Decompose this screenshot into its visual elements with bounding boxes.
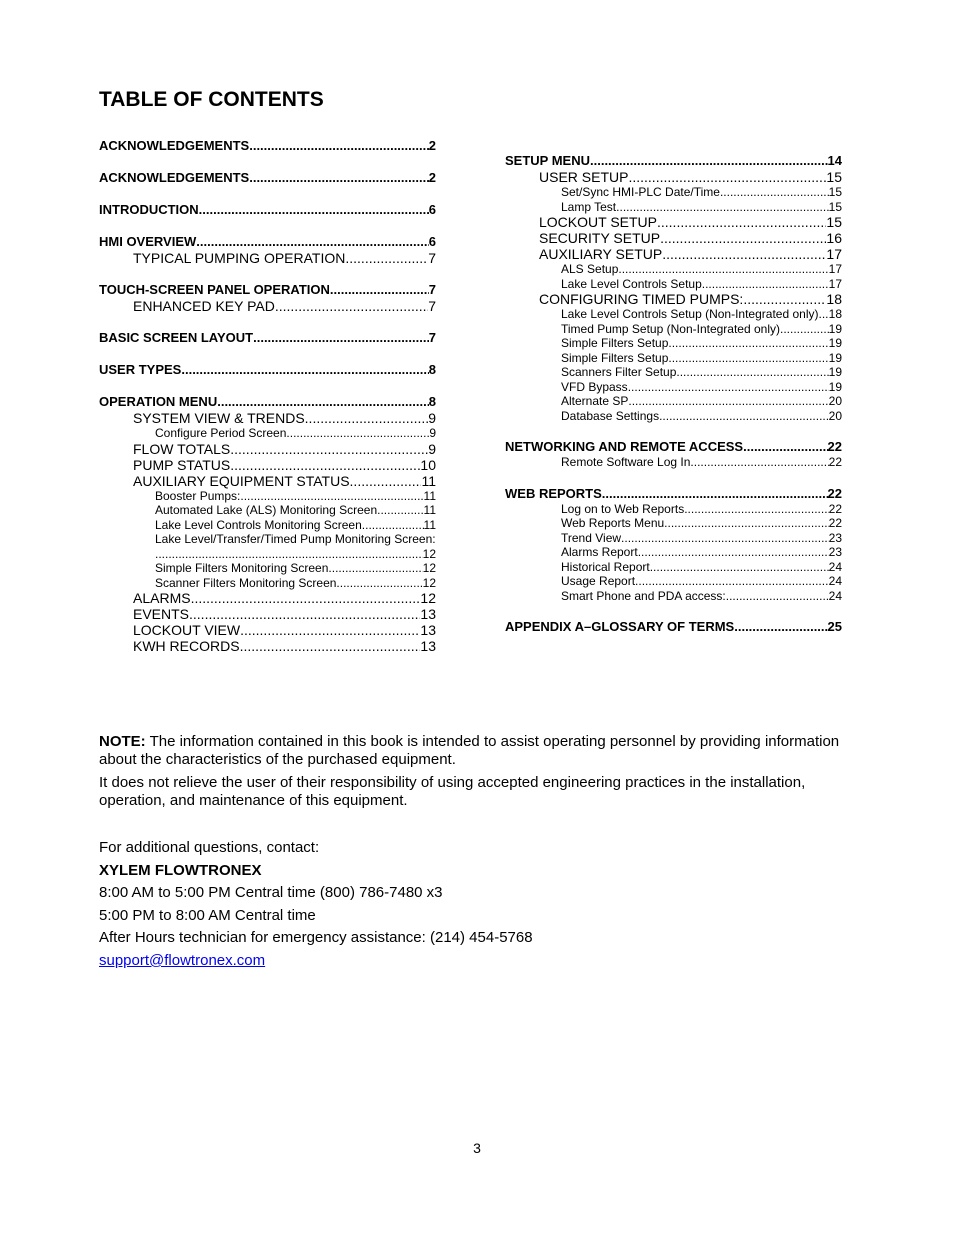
toc-leader xyxy=(662,246,826,262)
toc-page-number: 7 xyxy=(428,282,436,297)
toc-entry[interactable] xyxy=(505,365,842,380)
toc-leader xyxy=(628,394,828,409)
toc-spacer xyxy=(99,346,436,362)
toc-page-number: 23 xyxy=(828,530,842,545)
toc-entry-title: Lake Level Controls Monitoring Screen xyxy=(155,517,362,532)
toc-leader xyxy=(181,362,428,378)
toc-page-number: 10 xyxy=(420,456,436,473)
toc-leader xyxy=(628,380,829,395)
toc-page-number: 18 xyxy=(828,307,842,321)
toc-page-number: 12 xyxy=(422,575,436,590)
toc-page-number: 7 xyxy=(428,330,436,345)
toc-leader xyxy=(305,410,429,426)
toc-entry[interactable] xyxy=(505,351,842,366)
toc-entry[interactable] xyxy=(505,291,842,307)
toc-entry[interactable] xyxy=(505,619,842,635)
toc-spacer xyxy=(99,186,436,202)
page-title: TABLE OF CONTENTS xyxy=(99,88,324,111)
toc-entry[interactable] xyxy=(99,170,436,186)
toc-leader xyxy=(240,638,421,654)
toc-leader xyxy=(734,619,827,635)
toc-leader xyxy=(726,589,829,604)
contact-section xyxy=(99,837,844,973)
toc-page-number: 13 xyxy=(420,622,436,638)
toc-entry[interactable] xyxy=(99,234,436,250)
toc-entry[interactable] xyxy=(505,214,842,230)
toc-entry-title: PUMP STATUS xyxy=(133,456,231,473)
toc-leader xyxy=(650,560,829,575)
toc-leader xyxy=(618,262,828,277)
toc-leader xyxy=(628,169,826,185)
toc-page-number: 19 xyxy=(828,350,842,365)
support-email-link[interactable]: support@flowtronex.com xyxy=(99,951,266,969)
toc-leader xyxy=(668,336,828,351)
toc-entry-title: Usage Report xyxy=(561,574,636,588)
toc-entry-title: USER SETUP xyxy=(539,169,629,185)
toc-spacer xyxy=(505,603,842,619)
toc-entry[interactable] xyxy=(99,362,436,378)
toc-page-number: 19 xyxy=(828,365,842,379)
toc-entry[interactable] xyxy=(99,298,436,314)
toc-entry-title: Trend View xyxy=(561,530,622,545)
toc-entry-title: Alternate SP xyxy=(561,394,629,408)
toc-leader xyxy=(660,230,826,246)
toc-entry-title: APPENDIX A–GLOSSARY OF TERMS xyxy=(505,619,735,634)
toc-spacer xyxy=(505,423,842,439)
toc-entry-title: ALS Setup xyxy=(561,262,619,276)
toc-entry[interactable] xyxy=(505,486,842,502)
toc-entry-title: LOCKOUT VIEW xyxy=(133,622,241,638)
toc-entry[interactable] xyxy=(505,169,842,185)
toc-entry-title: Simple Filters Setup xyxy=(561,336,669,350)
toc-entry[interactable] xyxy=(505,455,842,470)
toc-page-number: 14 xyxy=(827,153,842,168)
toc-entry[interactable] xyxy=(505,200,842,215)
toc-entry-title: LOCKOUT SETUP xyxy=(539,214,657,230)
toc-entry-title: Lake Level/Transfer/Timed Pump Monitoring Screen: xyxy=(155,532,436,546)
toc-entry[interactable] xyxy=(99,457,436,473)
toc-entry-title: USER TYPES xyxy=(99,362,182,377)
contact-company: XYLEM FLOWTRONEX xyxy=(99,861,262,879)
toc-leader xyxy=(328,561,422,576)
toc-spacer xyxy=(99,266,436,282)
toc-entry-title: BASIC SCREEN LAYOUT xyxy=(99,330,254,345)
toc-page-number: 13 xyxy=(420,638,436,654)
note-text-1: The information contained in this book is intended to assist operating personnel by providing information about the characteristics of the purchased equipment. xyxy=(99,733,840,768)
toc-entry[interactable] xyxy=(505,545,842,560)
contact-intro: For additional questions, contact: xyxy=(99,839,320,856)
toc-leader xyxy=(743,291,826,307)
toc-entry[interactable] xyxy=(505,185,842,200)
toc-page-number: 12 xyxy=(422,561,436,575)
toc-page-number: 20 xyxy=(828,408,842,423)
toc-leader xyxy=(230,441,428,457)
toc-entry[interactable] xyxy=(505,246,842,262)
toc-entry[interactable] xyxy=(505,516,842,531)
toc-leader xyxy=(189,606,420,622)
toc-page-number: 15 xyxy=(828,199,842,214)
toc-page-number: 17 xyxy=(828,262,842,276)
toc-entry[interactable] xyxy=(99,426,436,441)
toc-entry[interactable] xyxy=(505,277,842,292)
toc-page-number: 7 xyxy=(428,250,436,266)
toc-leader xyxy=(664,516,828,531)
toc-page-number: 12 xyxy=(420,590,436,606)
toc-page-number: 24 xyxy=(828,559,842,574)
toc-page-number: 20 xyxy=(828,394,842,408)
toc-entry-title: Automated Lake (ALS) Monitoring Screen xyxy=(155,503,378,517)
toc-entry[interactable] xyxy=(505,322,842,337)
note-paragraph-2: It does not relieve the user of their responsibility of using accepted engineering practices in the installation, operation, and maintenance of this equipment. xyxy=(99,774,806,809)
toc-page-number: 11 xyxy=(421,472,436,489)
toc-leader xyxy=(275,298,428,314)
toc-entry-title: Booster Pumps: xyxy=(155,488,241,503)
toc-leader xyxy=(621,531,829,546)
toc-entry[interactable] xyxy=(505,336,842,351)
toc-page-number: 22 xyxy=(827,439,842,454)
toc-entry-title: Log on to Web Reports xyxy=(561,501,685,516)
toc-entry[interactable] xyxy=(99,473,436,489)
toc-entry[interactable] xyxy=(505,380,842,395)
toc-page-number: 19 xyxy=(828,336,842,350)
toc-entry-title: ENHANCED KEY PAD xyxy=(133,298,275,314)
toc-left-column xyxy=(99,138,436,654)
toc-entry[interactable] xyxy=(505,409,842,424)
toc-entry-title: WEB REPORTS xyxy=(505,485,602,501)
toc-page-number: 8 xyxy=(428,394,436,409)
toc-entry-title: INTRODUCTION xyxy=(99,202,199,217)
toc-page-number: 22 xyxy=(828,501,842,516)
toc-entry-title: SECURITY SETUP xyxy=(539,230,661,246)
toc-leader xyxy=(196,234,428,250)
toc-leader xyxy=(336,576,422,591)
toc-page-number: 16 xyxy=(826,230,842,246)
contact-hours-night: 5:00 PM to 8:00 AM Central time xyxy=(99,906,316,924)
toc-page-number: 15 xyxy=(828,185,842,199)
toc-entry-title: OPERATION MENU xyxy=(99,394,218,409)
toc-page-number: 8 xyxy=(428,362,436,377)
toc-right-column xyxy=(505,153,842,635)
toc-page-number: 11 xyxy=(423,488,436,503)
page-number: 3 xyxy=(473,1140,481,1156)
toc-entry-title: HMI OVERVIEW xyxy=(99,234,197,249)
toc-entry-title: Timed Pump Setup (Non-Integrated only) xyxy=(561,321,780,336)
toc-spacer xyxy=(99,218,436,234)
toc-entry[interactable] xyxy=(99,606,436,622)
toc-spacer xyxy=(505,470,842,486)
toc-spacer xyxy=(99,314,436,330)
toc-entry-title: Database Settings xyxy=(561,408,660,423)
toc-entry[interactable] xyxy=(505,502,842,517)
toc-page-number: 7 xyxy=(428,298,436,314)
toc-entry-title: Smart Phone and PDA access: xyxy=(561,588,726,603)
toc-entry-title: TOUCH-SCREEN PANEL OPERATION xyxy=(99,282,330,297)
toc-entry[interactable] xyxy=(505,439,842,455)
toc-entry-title: KWH RECORDS xyxy=(133,638,240,654)
toc-page-number: 19 xyxy=(828,379,842,394)
toc-entry[interactable] xyxy=(99,638,436,654)
toc-leader xyxy=(602,486,828,502)
toc-leader xyxy=(345,250,428,266)
toc-page-number: 12 xyxy=(422,546,436,561)
toc-entry[interactable] xyxy=(99,202,436,218)
toc-entry-title: FLOW TOTALS xyxy=(133,440,231,457)
toc-page-number: 13 xyxy=(420,606,436,622)
toc-entry[interactable] xyxy=(99,622,436,638)
toc-entry-title: Alarms Report xyxy=(561,545,638,559)
toc-entry[interactable] xyxy=(505,589,842,604)
note-section xyxy=(99,733,844,815)
toc-entry-title: ACKNOWLEDGEMENTS xyxy=(99,170,250,185)
toc-entry[interactable] xyxy=(505,574,842,589)
toc-leader xyxy=(350,473,422,489)
toc-entry-title: Lake Level Controls Setup (Non-Integrated only) xyxy=(561,307,819,321)
toc-page-number: 6 xyxy=(428,234,436,249)
toc-entry[interactable] xyxy=(505,307,842,322)
toc-leader xyxy=(191,590,421,606)
toc-entry-title: AUXILIARY SETUP xyxy=(539,246,663,262)
toc-entry-title: ACKNOWLEDGEMENTS xyxy=(99,138,250,153)
toc-entry-title: Web Reports Menu xyxy=(561,516,665,530)
toc-entry[interactable] xyxy=(505,560,842,575)
toc-leader xyxy=(217,394,429,410)
toc-leader xyxy=(240,622,420,638)
toc-leader xyxy=(638,545,829,560)
toc-leader xyxy=(690,455,828,470)
toc-leader xyxy=(377,503,423,518)
toc-entry[interactable] xyxy=(99,394,436,410)
toc-page-number: 22 xyxy=(828,455,842,469)
toc-entry-title: Scanner Filters Monitoring Screen xyxy=(155,575,337,590)
toc-leader xyxy=(155,547,423,562)
toc-page-number: 11 xyxy=(423,503,436,517)
toc-page-number: 24 xyxy=(828,588,842,603)
toc-entry-title: Remote Software Log In xyxy=(561,455,691,469)
toc-page-number: 6 xyxy=(428,202,436,217)
toc-leader xyxy=(702,277,829,292)
toc-leader xyxy=(249,138,429,154)
toc-leader xyxy=(780,322,829,337)
toc-entry-title: AUXILIARY EQUIPMENT STATUS xyxy=(133,472,350,489)
toc-entry-title: Lamp Test xyxy=(561,199,617,214)
toc-leader xyxy=(684,502,828,517)
toc-entry[interactable] xyxy=(505,531,842,546)
toc-leader xyxy=(330,282,429,298)
toc-leader xyxy=(676,365,828,380)
toc-page-number: 18 xyxy=(826,291,842,307)
toc-entry-title: Historical Report xyxy=(561,559,650,574)
toc-entry-title: EVENTS xyxy=(133,606,190,622)
toc-spacer xyxy=(99,154,436,170)
toc-spacer xyxy=(99,378,436,394)
toc-entry[interactable] xyxy=(99,518,436,533)
toc-page-number: 15 xyxy=(826,214,842,230)
toc-leader xyxy=(362,518,424,533)
toc-leader xyxy=(240,489,423,504)
toc-page-number: 15 xyxy=(826,169,842,185)
toc-page-number: 9 xyxy=(428,410,436,426)
toc-entry[interactable] xyxy=(505,262,842,277)
toc-entry[interactable] xyxy=(99,576,436,591)
toc-entry[interactable] xyxy=(99,441,436,457)
toc-leader xyxy=(635,574,829,589)
toc-entry[interactable] xyxy=(505,153,842,169)
toc-entry-title: Lake Level Controls Setup xyxy=(561,276,702,291)
toc-page-number: 2 xyxy=(428,170,436,185)
toc-entry[interactable] xyxy=(99,561,436,576)
toc-entry[interactable] xyxy=(99,590,436,606)
toc-page-number: 23 xyxy=(828,545,842,559)
toc-page-number: 22 xyxy=(828,516,842,530)
toc-entry[interactable] xyxy=(99,330,436,346)
toc-page-number: 11 xyxy=(423,517,436,532)
toc-page-number: 17 xyxy=(826,246,842,262)
toc-entry-title: Configure Period Screen xyxy=(155,426,287,440)
toc-leader xyxy=(199,202,429,218)
toc-page-number: 22 xyxy=(827,485,842,501)
toc-entry-title: TYPICAL PUMPING OPERATION xyxy=(133,250,346,266)
toc-entry[interactable] xyxy=(99,489,436,504)
toc-entry[interactable] xyxy=(99,138,436,154)
toc-leader xyxy=(659,409,829,424)
toc-leader xyxy=(818,307,828,322)
toc-leader xyxy=(720,185,829,200)
toc-leader xyxy=(668,351,828,366)
toc-leader xyxy=(286,426,429,441)
toc-page-number: 24 xyxy=(828,574,842,588)
toc-entry[interactable] xyxy=(99,410,436,426)
toc-entry[interactable] xyxy=(99,547,436,562)
toc-page-number: 9 xyxy=(428,440,436,457)
note-label: NOTE: xyxy=(99,733,146,750)
toc-leader xyxy=(253,330,429,346)
toc-entry-title: Simple Filters Setup xyxy=(561,350,669,365)
toc-entry-title: SYSTEM VIEW & TRENDS xyxy=(133,410,305,426)
contact-emergency: After Hours technician for emergency assistance: (214) 454-5768 xyxy=(99,929,533,947)
toc-entry[interactable] xyxy=(505,394,842,409)
toc-entry-title: ALARMS xyxy=(133,590,191,606)
toc-entry-title: SETUP MENU xyxy=(505,153,590,168)
toc-leader xyxy=(657,214,826,230)
note-paragraph-1 xyxy=(99,733,844,769)
toc-entry-title: NETWORKING AND REMOTE ACCESS xyxy=(505,439,744,454)
toc-entry-title: Scanners Filter Setup xyxy=(561,365,677,379)
toc-page-number: 19 xyxy=(828,321,842,336)
toc-entry[interactable] xyxy=(99,282,436,298)
toc-entry-title: CONFIGURING TIMED PUMPS: xyxy=(539,291,744,307)
contact-hours-day: 8:00 AM to 5:00 PM Central time (800) 786-7480 x3 xyxy=(99,884,443,902)
toc-leader xyxy=(230,457,420,473)
toc-page-number: 25 xyxy=(827,619,842,634)
toc-page-number: 2 xyxy=(428,138,436,153)
toc-entry[interactable] xyxy=(505,230,842,246)
toc-entry-title: Simple Filters Monitoring Screen xyxy=(155,561,329,575)
toc-entry-title: Set/Sync HMI-PLC Date/Time xyxy=(561,185,720,199)
toc-entry[interactable] xyxy=(99,503,436,518)
toc-leader xyxy=(249,170,429,186)
toc-page-number: 9 xyxy=(429,426,436,440)
toc-entry[interactable] xyxy=(99,250,436,266)
toc-leader xyxy=(743,439,827,455)
toc-page-number: 17 xyxy=(828,276,842,291)
toc-leader xyxy=(616,200,828,215)
toc-entry-title: VFD Bypass xyxy=(561,379,628,394)
toc-leader xyxy=(590,153,828,169)
